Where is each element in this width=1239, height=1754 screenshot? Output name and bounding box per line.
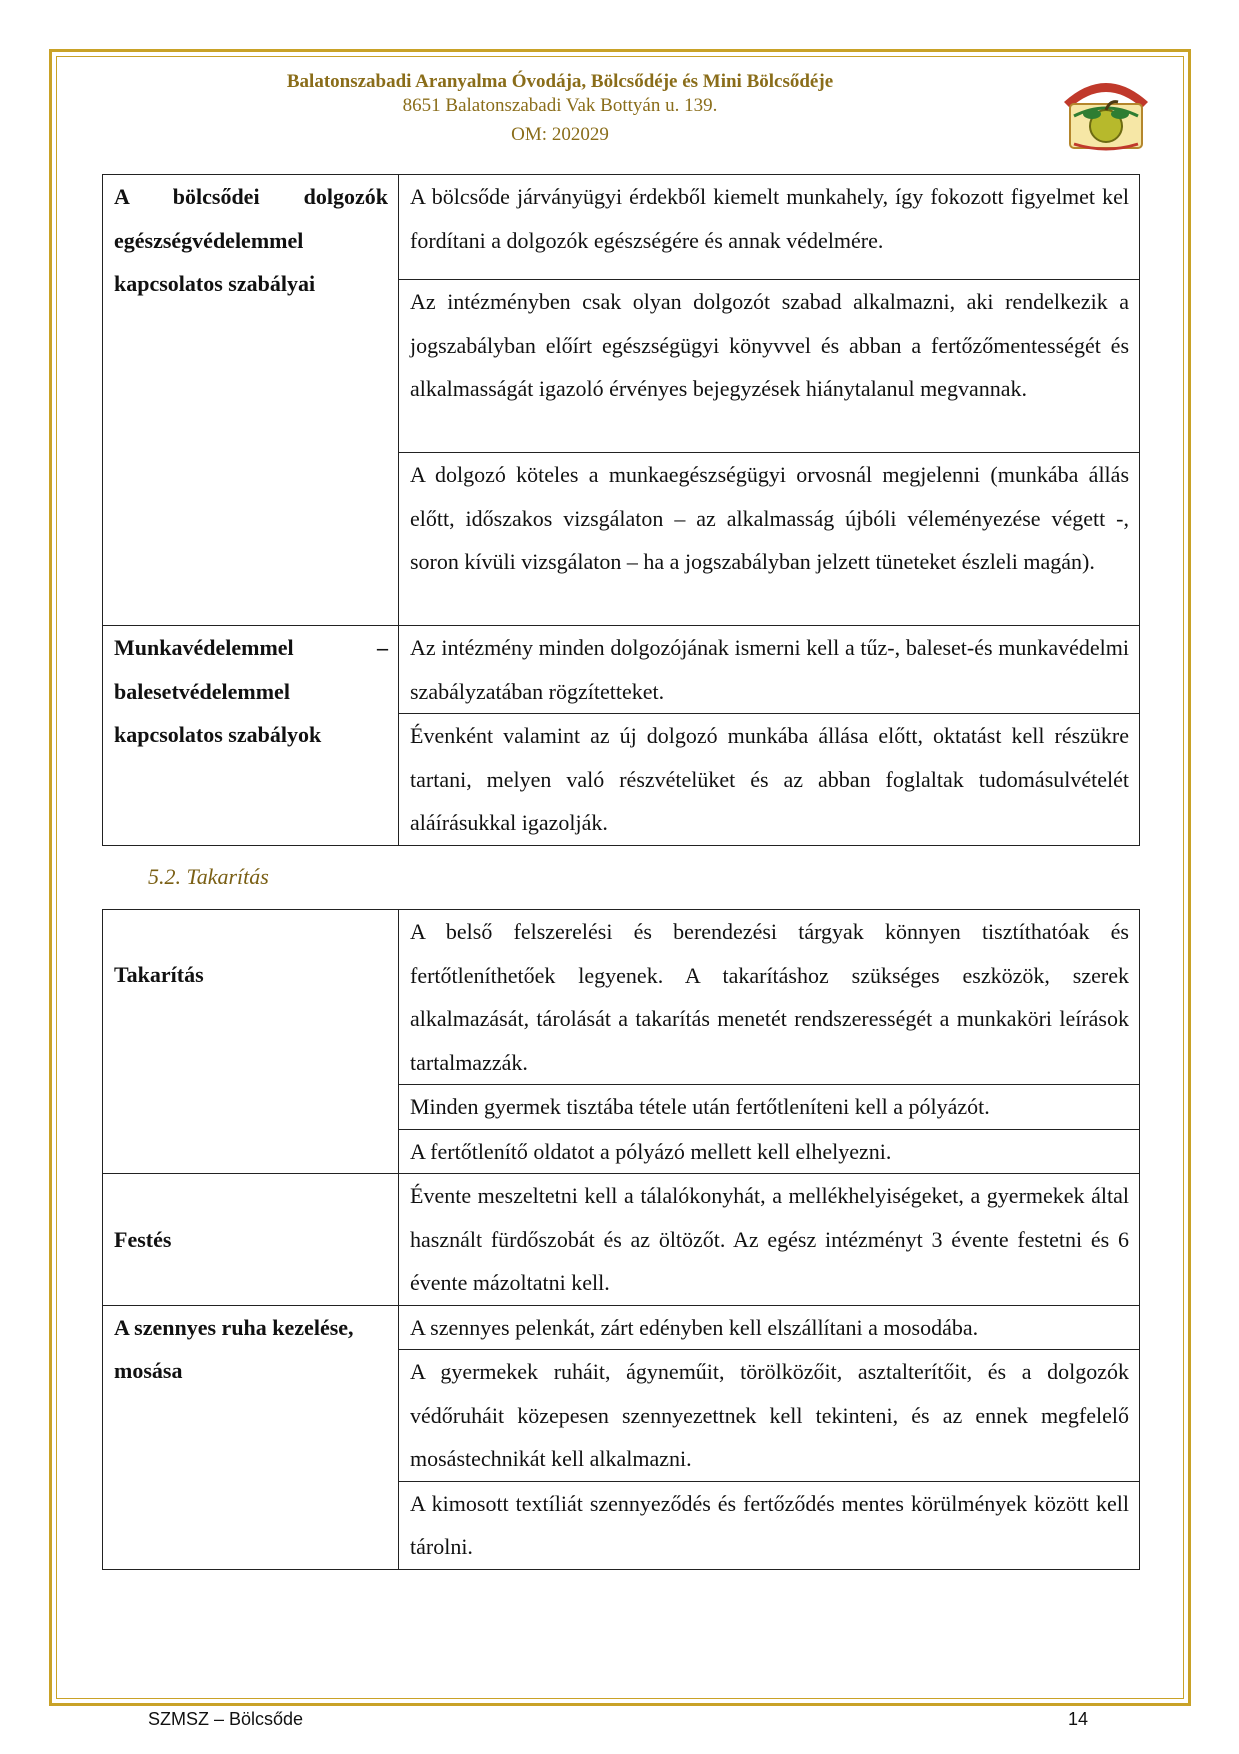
table-cell: A bölcsőde járványügyi érdekből kiemelt munkahely, így fokozott figyelmet kel fordítani a dolgozók egészségére és annak védelmére. (399, 175, 1140, 280)
row-label (103, 1305, 399, 1569)
table-cell: Az intézmény minden dolgozójának ismerni kell a tűz-, baleset-és munkavédelmi szabályzatában rögzítetteket. (399, 626, 1140, 714)
table-cell: A kimosott textíliát szennyeződés és fertőződés mentes körülmények között kell tárolni. (399, 1481, 1140, 1569)
table-cell: Minden gyermek tisztába tétele után fertőtleníteni kell a pólyázót. (399, 1085, 1140, 1130)
label-text: Festés (114, 1226, 172, 1252)
om-identifier: OM: 202029 (511, 124, 609, 145)
table-cell: A fertőtlenítő oldatot a pólyázó mellett kell elhelyezni. (399, 1129, 1140, 1174)
row-label (103, 910, 399, 1174)
document-header (260, 70, 860, 148)
table-cell: A dolgozó köteles a munkaegészségügyi orvosnál megjelenni (munkába állás előtt, időszakos vizsgálaton – az alkalmasság újbóli véleményezése végett -, soron kívüli vizsgálaton – ha a jogszabályban jelzett tüneteket észleli magán). (399, 453, 1140, 626)
table-cell: A szennyes pelenkát, zárt edényben kell elszállítani a mosodába. (399, 1305, 1140, 1350)
cleaning-table (102, 909, 1140, 1570)
label-text: A bölcsődei dolgozók egészségvédelemmel kapcsolatos szabályai (114, 184, 388, 296)
table-cell: A belső felszerelési és berendezési tárgyak könnyen tisztíthatóak és fertőtleníthetőek legyenek. A takarításhoz szükséges eszközök, szerek alkalmazását, tárolását a takarítás menetét rendszerességét a munkaköri leírások tartalmazzák. (399, 910, 1140, 1085)
table-cell: Az intézményben csak olyan dolgozót szabad alkalmazni, aki rendelkezik a jogszabályban előírt egészségügyi könyvvel és abban a fertőzőmentességét és alkalmasságát igazoló érvényes bejegyzések hiánytalanul megvannak. (399, 280, 1140, 453)
label-text: A szennyes ruha kezelése, mosása (114, 1314, 354, 1383)
table-cell: Évente meszeltetni kell a tálalókonyhát, a mellékhelyiségeket, a gyermekek által használt fürdőszobát és az öltözőt. Az egész intézményt 3 évente festetni és 6 évente mázoltatni kell. (399, 1174, 1140, 1306)
row-label (103, 626, 399, 846)
section-title: 5.2. Takarítás (148, 864, 269, 889)
institution-name: Balatonszabadi Aranyalma Óvodája, Bölcsődéje és Mini Bölcsődéje (286, 71, 834, 92)
health-safety-table (102, 174, 1140, 846)
label-text: Takarítás (114, 962, 204, 987)
table-cell: A gyermekek ruháit, ágyneműit, törölközőit, asztalterítőit, és a dolgozók védőruháit közepesen szennyezettnek kell tekinteni, és az ennek megfelelő mosástechnikát kell alkalmazni. (399, 1350, 1140, 1482)
row-label (103, 1174, 399, 1306)
table-row (103, 1174, 1140, 1306)
label-text: Munkavédelemmel – balesetvédelemmel kapcsolatos szabályok (114, 635, 388, 747)
table-row (103, 1305, 1140, 1350)
table-cell: Évenként valamint az új dolgozó munkába állása előtt, oktatást kell részükre tartani, melyen való részvételüket és az abban foglaltak tudomásulvételét aláírásukkal igazolják. (399, 714, 1140, 846)
table-row (103, 626, 1140, 714)
footer-document-name: SZMSZ – Bölcsőde (148, 1709, 304, 1729)
table-row (103, 175, 1140, 280)
footer-page-number: 14 (1068, 1709, 1089, 1729)
table-row (103, 910, 1140, 1085)
row-label (103, 175, 399, 626)
golden-apple-logo-icon (1058, 62, 1154, 154)
institution-address: 8651 Balatonszabadi Vak Bottyán u. 139. (402, 95, 718, 116)
